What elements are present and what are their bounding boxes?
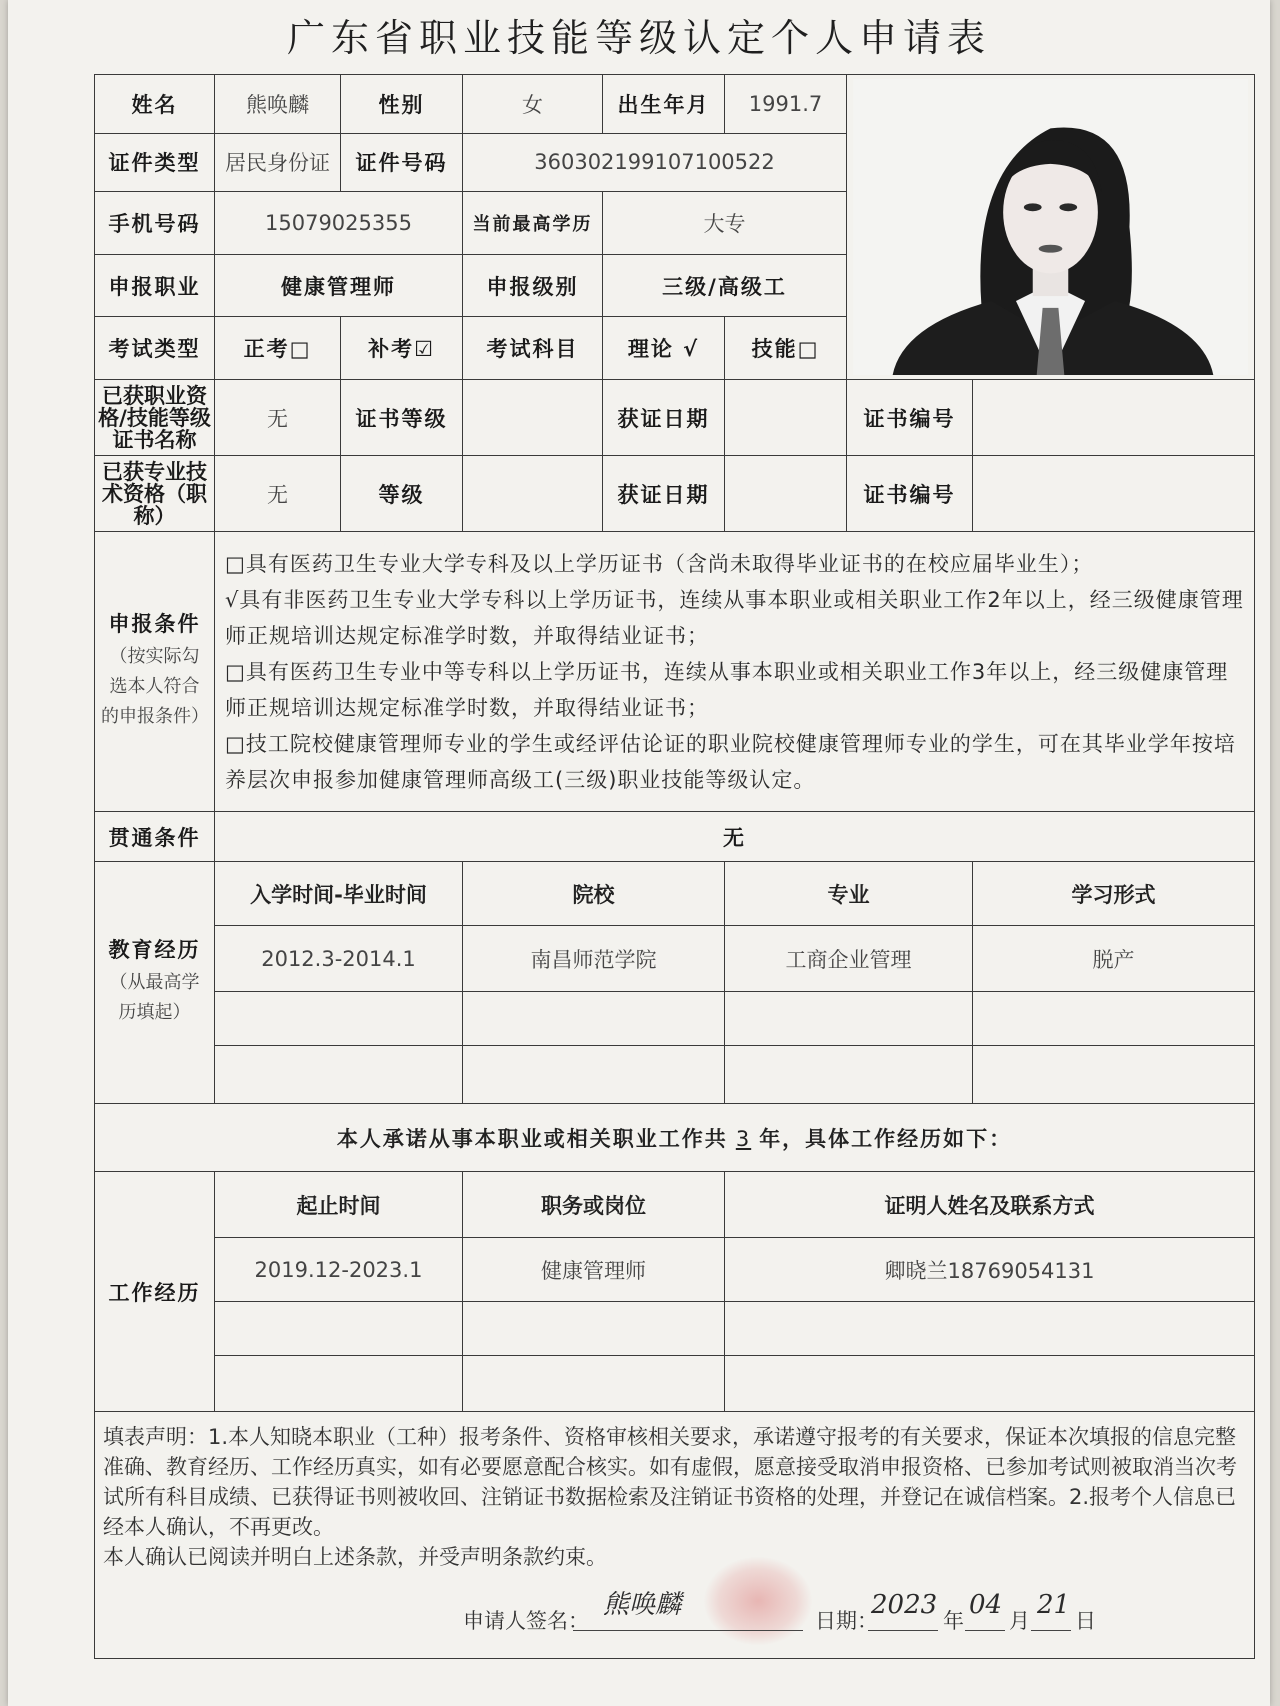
conditions-list: [215, 532, 1255, 812]
table-row: [95, 1238, 1255, 1302]
condition-item: □技工院校健康管理师专业的学生或经评估论证的职业院校健康管理师专业的学生，可在其毕业学年按培养层次申报参加健康管理师高级工(三级)职业技能等级认定。: [225, 731, 1236, 792]
tech-cert-number-value: [973, 456, 1255, 532]
conditions-label-cell: [95, 532, 215, 812]
education-level-value: 大专: [603, 192, 847, 255]
edu-school: 南昌师范学院: [463, 926, 725, 992]
photo-cell: [847, 75, 1255, 380]
work-header-position: 职务或岗位: [463, 1172, 725, 1238]
edu-period: [215, 1046, 463, 1104]
day-unit: 日: [1075, 1609, 1096, 1633]
edu-period: 2012.3-2014.1: [215, 926, 463, 992]
birth-value: 1991.7: [725, 75, 847, 134]
phone-value: 15079025355: [215, 192, 463, 255]
signature-value: 熊唤麟: [603, 1590, 682, 1620]
id-type-label: 证件类型: [95, 133, 215, 192]
date-year: 2023: [871, 1590, 938, 1620]
conditions-label: 申报条件: [108, 611, 201, 636]
cert-number-label: 证书编号: [847, 380, 973, 456]
gender-value: 女: [463, 75, 603, 134]
education-level-label: 当前最高学历: [463, 192, 603, 255]
exam-type-label: 考试类型: [95, 317, 215, 380]
name-value: 熊唤麟: [215, 75, 341, 134]
date-month: 04: [969, 1590, 1003, 1620]
work-position: [463, 1356, 725, 1412]
edu-school: [463, 992, 725, 1046]
edu-school: [463, 1046, 725, 1104]
phone-label: 手机号码: [95, 192, 215, 255]
tech-level-value: [463, 456, 603, 532]
edu-major: [725, 992, 973, 1046]
work-period: [215, 1302, 463, 1356]
commitment-prefix: 本人承诺从事本职业或相关职业工作共: [336, 1126, 728, 1151]
table-row: [95, 1302, 1255, 1356]
edu-period: [215, 992, 463, 1046]
commitment-suffix: 年，具体工作经历如下：: [759, 1126, 1013, 1151]
application-form-table: [94, 74, 1255, 1659]
edu-header-school: 院校: [463, 862, 725, 926]
date-label: 日期：: [815, 1609, 878, 1633]
tech-title-label: 已获专业技术资格（职称）: [95, 456, 215, 532]
id-type-value: 居民身份证: [215, 133, 341, 192]
id-number-label: 证件号码: [341, 133, 463, 192]
signature-label: 申请人签名：: [463, 1609, 589, 1633]
tech-date-label: 获证日期: [603, 456, 725, 532]
conditions-note: （按实际勾选本人符合的申报条件）: [101, 645, 209, 727]
exam-subject-option-theory: 理论 √: [603, 317, 725, 380]
table-row: [95, 926, 1255, 992]
through-label: 贯通条件: [95, 812, 215, 862]
exam-type-option-regular: 正考□: [215, 317, 341, 380]
exam-type-option-makeup: 补考☑: [341, 317, 463, 380]
form-paper: [8, 0, 1270, 1706]
work-period: 2019.12-2023.1: [215, 1238, 463, 1302]
edu-header-period: 入学时间-毕业时间: [215, 862, 463, 926]
declaration-confirm: 本人确认已阅读并明白上述条款，并受声明条款约束。: [103, 1545, 607, 1569]
work-header-period: 起止时间: [215, 1172, 463, 1238]
month-unit: 月: [1009, 1609, 1030, 1633]
gender-label: 性别: [341, 75, 463, 134]
year-unit: 年: [943, 1609, 964, 1633]
form-title: 广东省职业技能等级认定个人申请表: [286, 16, 991, 60]
table-row: [95, 992, 1255, 1046]
work-position: 健康管理师: [463, 1238, 725, 1302]
name-label: 姓名: [95, 75, 215, 134]
exam-subject-option-skill: 技能□: [725, 317, 847, 380]
edu-header-mode: 学习形式: [973, 862, 1255, 926]
birth-label: 出生年月: [603, 75, 725, 134]
work-reference: 卿晓兰18769054131: [725, 1238, 1255, 1302]
table-row: [95, 1356, 1255, 1412]
declaration-cell: [95, 1412, 1255, 1659]
cert-date-label: 获证日期: [603, 380, 725, 456]
id-number-value: 360302199107100522: [463, 133, 847, 192]
commitment-years: 3: [735, 1126, 752, 1151]
education-label: 教育经历: [108, 937, 201, 962]
tech-date-value: [725, 456, 847, 532]
level-label: 申报级别: [463, 254, 603, 317]
edu-major: [725, 1046, 973, 1104]
tech-level-label: 等级: [341, 456, 463, 532]
cert-date-value: [725, 380, 847, 456]
signature-area: [103, 1578, 1246, 1648]
skill-cert-value: 无: [215, 380, 341, 456]
edu-header-major: 专业: [725, 862, 973, 926]
condition-item: □具有医药卫生专业中等专科以上学历证书，连续从事本职业或相关职业工作3年以上，经三级健康管理师正规培训达规定标准学时数，并取得结业证书；: [225, 659, 1229, 720]
condition-item: √具有非医药卫生专业大学专科以上学历证书，连续从事本职业或相关职业工作2年以上，经三级健康管理师正规培训达规定标准学时数，并取得结业证书；: [225, 587, 1244, 648]
tech-cert-number-label: 证书编号: [847, 456, 973, 532]
occupation-label: 申报职业: [95, 254, 215, 317]
work-header-reference: 证明人姓名及联系方式: [725, 1172, 1255, 1238]
cert-level-label: 证书等级: [341, 380, 463, 456]
education-note: （从最高学历填起）: [109, 971, 200, 1023]
work-label: 工作经历: [95, 1172, 215, 1412]
work-reference: [725, 1302, 1255, 1356]
education-label-cell: [95, 862, 215, 1104]
work-commitment: [95, 1104, 1255, 1172]
cert-number-value: [973, 380, 1255, 456]
tech-title-value: 无: [215, 456, 341, 532]
level-value: 三级/高级工: [603, 254, 847, 317]
occupation-value: 健康管理师: [215, 254, 463, 317]
work-reference: [725, 1356, 1255, 1412]
date-day: 21: [1037, 1590, 1071, 1620]
cert-level-value: [463, 380, 603, 456]
edu-mode: 脱产: [973, 926, 1255, 992]
work-period: [215, 1356, 463, 1412]
exam-subject-label: 考试科目: [463, 317, 603, 380]
edu-mode: [973, 1046, 1255, 1104]
work-position: [463, 1302, 725, 1356]
condition-item: □具有医药卫生专业大学专科及以上学历证书（含尚未取得毕业证书的在校应届毕业生）；: [225, 551, 1094, 576]
table-row: [95, 1046, 1255, 1104]
edu-mode: [973, 992, 1255, 1046]
through-value: 无: [215, 812, 1255, 862]
applicant-photo: [851, 79, 1250, 375]
declaration-text: 填表声明：1.本人知晓本职业（工种）报考条件、资格审核相关要求，承诺遵守报考的有关要求，保证本次填报的信息完整准确、教育经历、工作经历真实，如有必要愿意配合核实。如有虚假，愿意接受取消申报资格、已参加考试则被取消当次考试所有科目成绩、已获得证书则被收回、注销证书数据检索及注销证书资格的处理，并登记在诚信档案。2.报考个人信息已经本人确认，不再更改。: [103, 1425, 1237, 1539]
edu-major: 工商企业管理: [725, 926, 973, 992]
skill-cert-label: 已获职业资格/技能等级证书名称: [95, 380, 215, 456]
